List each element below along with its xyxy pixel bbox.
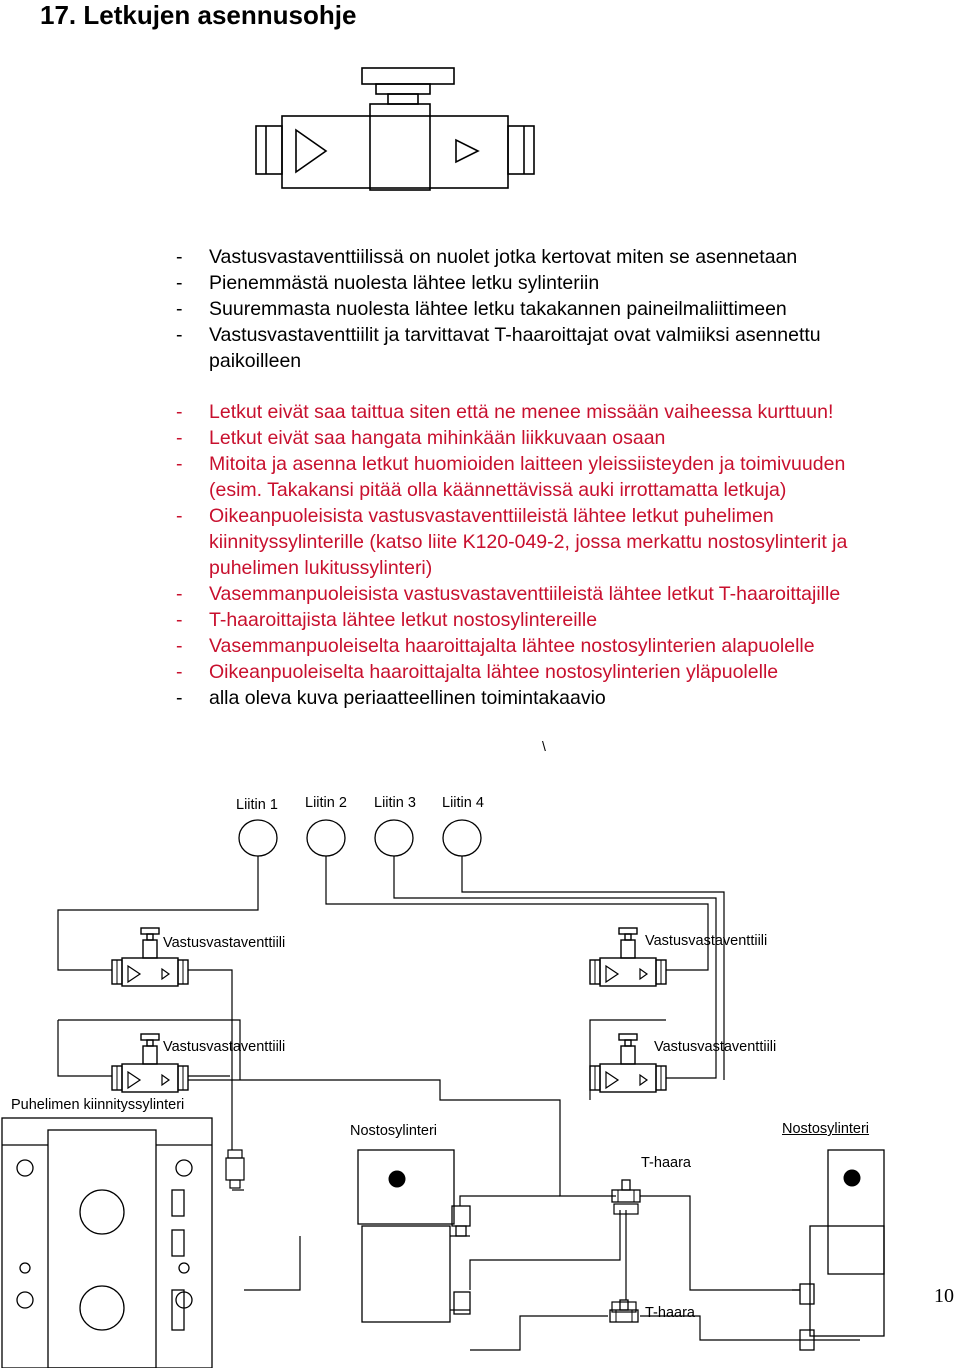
- connector-label-1: Liitin 1: [236, 797, 278, 813]
- page-title: 17. Letkujen asennusohje: [40, 0, 357, 30]
- lift-cylinder-left-drawing: [358, 1150, 470, 1322]
- phone-cylinder-fitting: [226, 1150, 244, 1188]
- lift-cylinder-label-right: Nostosylinteri: [782, 1121, 870, 1137]
- valve-label-upper-right: Vastusvastaventtiili: [645, 933, 768, 949]
- large-valve-drawing: [256, 68, 534, 190]
- instruction-7-cont: (esim. Takakansi pitää olla käännettävissä auki irrottamatta letkuja): [209, 479, 787, 501]
- instruction-8-cont1: kiinnityssylinterille (katso liite K120-049-2, jossa merkattu nostosylinterit ja: [209, 531, 848, 553]
- phone-cylinder-label: Puhelimen kiinnityssylinteri: [11, 1097, 185, 1113]
- instruction-4-cont: paikoilleen: [209, 350, 302, 372]
- valve-label-lower-left: Vastusvastaventtiili: [163, 1039, 286, 1055]
- connector-label-2: Liitin 2: [305, 795, 347, 811]
- connector-circles: [239, 820, 481, 856]
- lift-cylinder-left-dot: [389, 1171, 406, 1188]
- page-number: 10: [934, 1285, 954, 1307]
- valve-label-upper-left: Vastusvastaventtiili: [163, 935, 286, 951]
- connector-label-3: Liitin 3: [374, 795, 416, 811]
- t-branch-lower: [610, 1300, 638, 1322]
- stray-mark: \: [542, 738, 546, 754]
- lift-cylinder-label-left: Nostosylinteri: [350, 1123, 438, 1139]
- lift-cylinder-right-dot: [844, 1170, 861, 1187]
- valve-label-lower-right: Vastusvastaventtiili: [654, 1039, 777, 1055]
- t-branch-upper: [612, 1180, 640, 1202]
- phone-cylinder-drawing: [2, 1118, 212, 1368]
- instruction-8-cont2: puhelimen lukitussylinteri): [209, 557, 433, 579]
- connector-label-4: Liitin 4: [442, 795, 484, 811]
- lift-cylinder-right-drawing: [792, 1150, 884, 1350]
- t-branch-label-lower: T-haara: [645, 1305, 695, 1321]
- t-branch-label-upper: T-haara: [641, 1155, 691, 1171]
